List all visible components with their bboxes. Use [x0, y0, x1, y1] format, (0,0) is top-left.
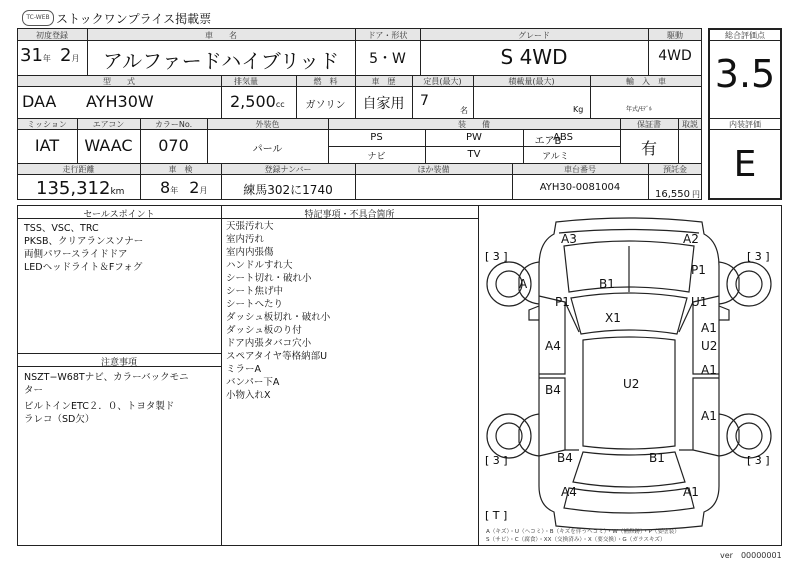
list-item: ダッシュ板のり付 — [226, 325, 302, 336]
list-item: TSS、VSC、TRC — [24, 223, 99, 234]
label-model: 型 式 — [103, 77, 135, 86]
damage-mark: P1 — [555, 295, 570, 309]
inspection-value: 8年 2月 — [160, 178, 208, 197]
label-fuel: 燃 料 — [313, 77, 338, 86]
damage-mark: U2 — [701, 339, 718, 353]
list-item: PKSB、クリアランスソナー — [24, 236, 144, 247]
label-name: 車 名 — [205, 31, 237, 40]
list-item: シート切れ・破れ小 — [226, 273, 312, 284]
label-history: 車 歴 — [371, 77, 396, 86]
label-equipment: 装 備 — [458, 120, 490, 129]
corner-label-rr: [ 3 ] — [747, 454, 770, 467]
label-manual: 取説 — [682, 120, 698, 129]
label-door: ドア・形状 — [367, 31, 408, 40]
equip-ps: PS — [370, 132, 383, 143]
equip-airbag: エアB — [534, 136, 562, 147]
door-type: 5・W — [369, 51, 406, 67]
list-item: 両側パワースライドドア — [24, 249, 128, 260]
damage-mark: A1 — [683, 485, 699, 499]
logo: TC-WEB — [22, 10, 54, 26]
list-item: ドア内張タバコ穴小 — [226, 338, 312, 349]
list-item: ミラーA — [226, 364, 261, 375]
model-value: AYH30W — [86, 92, 154, 111]
label-load: 積載量(最大) — [508, 77, 555, 86]
first-reg-value: 31年 2月 — [20, 45, 80, 66]
mission-value: IAT — [34, 136, 60, 155]
damage-mark: A4 — [545, 339, 561, 353]
list-item: スペアタイヤ等格納部U — [226, 351, 328, 362]
corner-label-fl: [ 3 ] — [485, 250, 508, 263]
list-item: ダッシュ板切れ・破れ小 — [226, 312, 331, 323]
equip-tv: TV — [467, 149, 481, 160]
label-displacement: 排気量 — [234, 77, 258, 86]
notes-title: 注意事項 — [100, 358, 137, 368]
damage-mark: U1 — [691, 295, 708, 309]
equip-navi: ナビ — [367, 152, 386, 162]
label-inspection: 車 検 — [168, 165, 193, 174]
load-unit: Kg — [573, 105, 584, 114]
damage-mark: A — [519, 277, 528, 291]
damage-mark: A1 — [701, 321, 717, 335]
mileage-value: 135,312km — [36, 178, 125, 199]
label-mileage: 走行距離 — [62, 165, 95, 174]
plate-value: 練馬302に1740 — [243, 183, 333, 197]
list-item: 小物入れX — [226, 390, 271, 401]
model-prefix: DAA — [22, 92, 57, 111]
grade-value: S 4WD — [500, 45, 568, 69]
damage-mark: A1 — [701, 363, 717, 377]
sales-points-title: セールスポイント — [83, 210, 155, 220]
damage-mark: A3 — [561, 232, 577, 246]
label-first-reg: 初度登録 — [36, 31, 68, 40]
chassis-value: AYH30-0081004 — [539, 182, 621, 193]
list-item: LEDヘッドライト＆Fフォグ — [24, 262, 143, 273]
fuel-value: ガソリン — [305, 100, 346, 111]
overall-grade: 3.5 — [714, 52, 776, 96]
label-other-eq: ほか装備 — [417, 165, 450, 174]
drive-value: 4WD — [658, 48, 692, 64]
damage-mark: B4 — [557, 451, 573, 465]
damage-mark: A4 — [561, 485, 577, 499]
list-item: ター — [24, 385, 44, 396]
import-model-label: 年式/ﾓﾃﾞﾙ — [626, 106, 653, 113]
damage-mark: B4 — [545, 383, 561, 397]
list-item: ビルトインETC２．０、トヨタ製ド — [24, 401, 175, 412]
label-plate: 登録ナンバー — [264, 165, 312, 174]
trunk-label: [ T ] — [485, 509, 508, 522]
list-item: NSZT−W68Tナビ、カラーバックモニ — [24, 372, 189, 383]
car-damage-diagram — [479, 206, 781, 545]
damage-mark: P1 — [691, 263, 706, 277]
label-aircon: エアコン — [92, 120, 125, 129]
label-ext-color: 外装色 — [255, 120, 280, 129]
equip-pw: PW — [466, 132, 482, 143]
list-item: シート焦げ中 — [226, 286, 284, 297]
list-item: ハンドルすれ大 — [226, 260, 293, 271]
label-warranty: 保証書 — [637, 120, 661, 129]
damage-mark: A2 — [683, 232, 699, 246]
car-name: アルファードハイブリッド — [102, 49, 340, 73]
list-item: 室内内張傷 — [226, 247, 274, 258]
aircon-value: WAAC — [84, 136, 133, 155]
interior-grade: E — [733, 144, 757, 185]
list-item: 室内汚れ — [226, 234, 265, 245]
deposit-value: 16,550 円 — [655, 189, 700, 200]
document-title: ストックワンプライス掲載票 — [56, 12, 212, 26]
history-value: 自家用 — [362, 96, 405, 112]
list-item: バンパー下A — [226, 377, 280, 388]
damage-mark: A1 — [701, 409, 717, 423]
label-color-no: カラーNo. — [154, 120, 193, 129]
equip-abs: ABS — [553, 132, 573, 143]
corner-label-fr: [ 3 ] — [747, 250, 770, 263]
label-import: 輸 入 車 — [626, 77, 666, 86]
label-overall-grade: 総合評価点 — [725, 31, 765, 40]
capacity-unit: 名 — [460, 106, 468, 115]
label-deposit: 預託金 — [663, 165, 687, 174]
label-capacity: 定員(最大) — [423, 77, 462, 86]
label-interior-grade: 内装評価 — [729, 120, 761, 129]
color-no-value: 070 — [158, 136, 189, 155]
ext-color-value: パール — [252, 144, 283, 155]
label-mission: ミッション — [27, 120, 67, 129]
warranty-value: 有 — [640, 139, 657, 158]
damage-legend: A（キズ）・U（ヘコミ）・B（キズを伴うヘコミ）・W（補修跡）・P（要塗装） S（サビ）・C（腐食）・XX（交換済み）・X（要交換）・G（ガラスキズ） — [486, 529, 680, 543]
list-item: ラレコ（SD欠） — [24, 414, 95, 425]
label-chassis: 車台番号 — [564, 165, 596, 174]
damage-mark: X1 — [605, 311, 621, 325]
label-drive: 駆動 — [667, 31, 683, 40]
displacement-value: 2,500cc — [230, 92, 285, 111]
capacity-value: 7 — [420, 93, 429, 109]
version-label: ver 00000001 — [720, 551, 782, 560]
remarks-title: 特記事項・不具合箇所 — [304, 210, 395, 220]
damage-mark: B1 — [649, 451, 665, 465]
equip-alloy: アルミ — [542, 152, 569, 162]
list-item: シートへたり — [226, 299, 284, 310]
corner-label-rl: [ 3 ] — [485, 454, 508, 467]
damage-mark: B1 — [599, 277, 615, 291]
damage-mark: U2 — [623, 377, 640, 391]
label-grade: グレード — [518, 31, 550, 40]
list-item: 天張汚れ大 — [226, 221, 274, 232]
